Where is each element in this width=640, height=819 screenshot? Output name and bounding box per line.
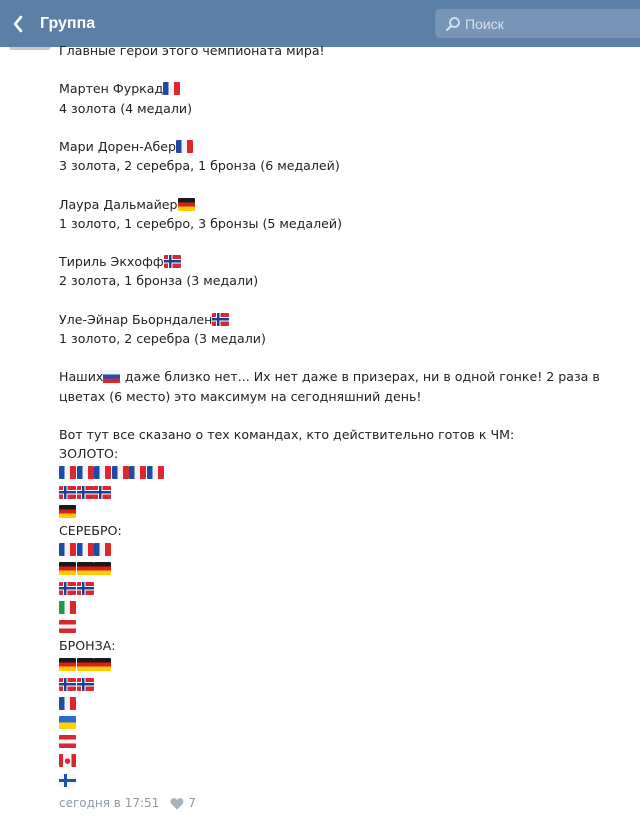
flag-italy-icon — [59, 601, 76, 614]
top-bar — [0, 0, 640, 47]
ours-word: Наших — [59, 369, 104, 385]
like-button[interactable] — [170, 796, 196, 810]
flag-row — [59, 483, 629, 502]
search-placeholder: Поиск — [465, 15, 504, 32]
post-intro: Главные герои этого чемпионата мира! — [59, 43, 325, 58]
post-footer — [59, 796, 196, 810]
flag-france-icon — [94, 543, 111, 556]
flag-france-icon — [94, 466, 111, 479]
flag-france-icon — [129, 466, 146, 479]
post-body — [59, 41, 629, 790]
back-button[interactable] — [2, 0, 34, 47]
flag-france-icon — [59, 543, 76, 556]
flag-germany-icon — [77, 562, 94, 575]
flag-germany-icon — [59, 562, 76, 575]
flag-norway-icon — [59, 486, 76, 499]
medal-label: БРОНЗА: — [59, 638, 116, 654]
like-count: 7 — [188, 796, 196, 810]
flag-row — [59, 713, 629, 732]
magnifier-icon — [445, 16, 461, 32]
flag-norway-icon — [77, 582, 94, 595]
athlete-result: 3 золота, 2 серебра, 1 бронза (6 медалей) — [59, 158, 340, 174]
avatar[interactable] — [9, 47, 51, 50]
flag-row — [59, 502, 629, 521]
flag-norway-icon — [212, 313, 229, 326]
flag-france-icon — [59, 697, 76, 710]
flag-germany-icon — [59, 658, 76, 671]
flag-france-icon — [59, 466, 76, 479]
flag-france-icon — [112, 466, 129, 479]
athlete-result: 4 золота (4 медали) — [59, 100, 192, 116]
athlete-name-line — [59, 137, 629, 156]
flag-row — [59, 675, 629, 694]
flag-france-icon — [163, 82, 180, 95]
search-input[interactable] — [435, 9, 640, 38]
page-title: Группа — [40, 14, 96, 32]
flag-norway-icon — [59, 678, 76, 691]
flag-row — [59, 579, 629, 598]
ours-paragraph — [59, 367, 629, 405]
athlete-result: 1 золото, 2 серебра (3 медали) — [59, 330, 266, 346]
flag-ukraine-icon — [59, 716, 76, 729]
flag-row — [59, 655, 629, 674]
flag-norway-icon — [77, 486, 94, 499]
athlete-name: Тириль Экхофф — [59, 254, 164, 270]
medal-label: ЗОЛОТО: — [59, 446, 119, 462]
flag-norway-icon — [164, 255, 181, 268]
athlete-name: Уле-Эйнар Бьорндален — [59, 311, 213, 327]
flag-france-icon — [147, 466, 164, 479]
athlete-result: 2 золота, 1 бронза (3 медали) — [59, 273, 259, 289]
athlete-name-line — [59, 195, 629, 214]
flag-norway-icon — [94, 486, 111, 499]
athlete-name: Мартен Фуркад — [59, 81, 164, 97]
flag-norway-icon — [59, 582, 76, 595]
athlete-name-line — [59, 310, 629, 329]
flag-france-icon — [77, 543, 94, 556]
flag-germany-icon — [59, 505, 76, 518]
flag-austria-icon — [59, 735, 76, 748]
post-timestamp: сегодня в 17:51 — [59, 796, 160, 810]
flag-france-icon — [77, 466, 94, 479]
summary-intro: Вот тут все сказано о тех командах, кто действительно готов к ЧМ: — [59, 426, 515, 442]
flag-row — [59, 732, 629, 751]
athlete-name-line — [59, 252, 629, 271]
flag-france-icon — [176, 140, 193, 153]
flag-canada-icon — [59, 754, 76, 767]
athletes-list — [59, 79, 629, 367]
flag-row — [59, 751, 629, 770]
athlete-name-line — [59, 79, 629, 98]
athlete-result: 1 золото, 1 серебро, 3 бронзы (5 медалей) — [59, 215, 342, 231]
athlete-name: Лаура Дальмайер — [59, 196, 178, 212]
flag-row — [59, 559, 629, 578]
chevron-left-icon — [12, 15, 24, 33]
flag-row — [59, 540, 629, 559]
flag-germany-icon — [77, 658, 94, 671]
flag-germany-icon — [178, 198, 195, 211]
flag-russia-icon — [103, 370, 120, 383]
heart-icon — [170, 797, 184, 810]
flag-germany-icon — [94, 562, 111, 575]
ours-text: даже близко нет... Их нет даже в призерах, ни в одной гонке! 2 раза в цветах (6 место) это максимум на сегодняшний день! — [59, 369, 600, 404]
flag-finland-icon — [59, 774, 76, 787]
flag-row — [59, 617, 629, 636]
flag-row — [59, 771, 629, 790]
flag-germany-icon — [94, 658, 111, 671]
athlete-name: Мари Дорен-Абер — [59, 138, 176, 154]
medal-label: СЕРЕБРО: — [59, 522, 122, 538]
flag-norway-icon — [77, 678, 94, 691]
flag-row — [59, 463, 629, 482]
flag-row — [59, 598, 629, 617]
flag-row — [59, 694, 629, 713]
medal-summary — [59, 444, 629, 790]
flag-austria-icon — [59, 620, 76, 633]
